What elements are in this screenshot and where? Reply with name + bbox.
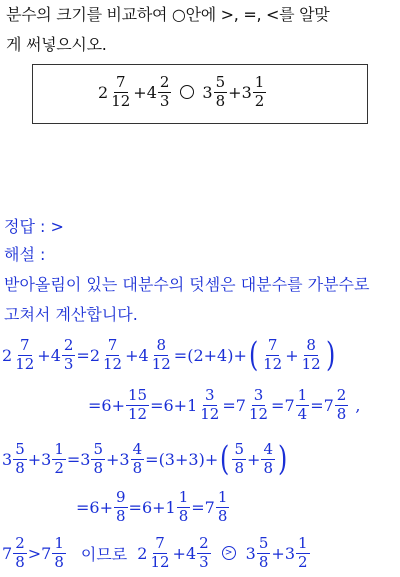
calc1-row2: =6+ $\frac{15}{12}$ =6+1 $\frac{3}{12}$ =7 $\frac{3}{12}$ =7 $\frac{1}{4}$ =7 $\frac{2}{8}$ , xyxy=(88,386,361,423)
explanation-label: 해설 : xyxy=(4,245,46,264)
fraction: $\frac{7}{12}$ xyxy=(111,73,131,110)
calc1-row1: 2 $\frac{7}{12}$ + 4 $\frac{2}{3}$ = 2 $\frac{7}{12}$ + 4 $\frac{8}{12}$ = (2+4)+ ( $\frac{7}{12}$ + $\frac{8}{12}$ ) xyxy=(2,335,335,376)
answer-circle: > xyxy=(222,546,236,560)
fraction: $\frac{2}{3}$ xyxy=(159,73,170,110)
conclusion-row: 7 $\frac{2}{8}$ > 7 $\frac{1}{8}$ 이므로 2 $\frac{7}{12}$ + 4 $\frac{2}{3}$ > 3 $\frac{5}{8}$ + 3 $\frac{1}{2}$ xyxy=(2,534,308,571)
calc2-row2: =6+ $\frac{9}{8}$ =6+1 $\frac{1}{8}$ =7 $\frac{1}{8}$ xyxy=(76,488,228,525)
question-line-2: 게 써넣으시오. xyxy=(6,35,107,54)
calc2-row1: 3 $\frac{5}{8}$ + 3 $\frac{1}{2}$ = 3 $\frac{5}{8}$ + 3 $\frac{4}{8}$ = (3+3)+ ( $\frac{5}{8}$ + $\frac{4}{8}$ ) xyxy=(2,439,288,480)
problem-expression: 2 $\frac{7}{12}$ + 4 $\frac{2}{3}$ 3 $\frac{5}{8}$ + 3 $\frac{1}{2}$ xyxy=(98,73,265,110)
explanation-text-1: 받아올림이 있는 대분수의 덧셈은 대분수를 가분수로 xyxy=(4,275,370,294)
answer-label: 정답 : > xyxy=(4,217,64,236)
fraction: $\frac{1}{2}$ xyxy=(254,73,265,110)
fraction: $\frac{5}{8}$ xyxy=(215,73,226,110)
compare-circle-blank[interactable] xyxy=(180,85,194,99)
explanation-text-2: 고쳐서 계산합니다. xyxy=(4,305,138,324)
question-line-1: 분수의 크기를 비교하여 ○안에 >, =, <를 알맞 xyxy=(6,5,330,24)
